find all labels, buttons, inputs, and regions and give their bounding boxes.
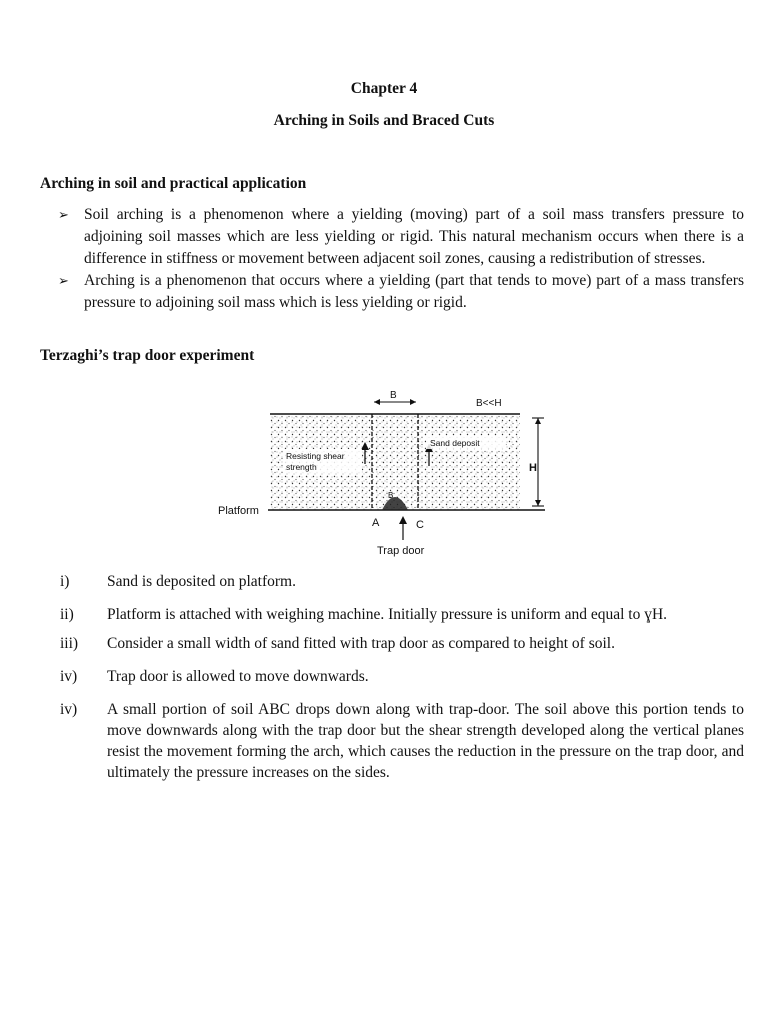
label-a: A — [372, 517, 380, 529]
label-b-point: B — [388, 491, 394, 500]
step-text: A small portion of soil ABC drops down along with trap-door. The soil above this portion tends to move downwards along with the trap door but the shear strength developed along the vertical planes resist the movement forming the arch, which causes the reduction in the pressure on the trap door, and ultimately the pressure increases on the sides. — [107, 701, 744, 781]
step-number: iv) — [60, 668, 78, 685]
h-arrow-bottom-icon — [535, 500, 541, 506]
section-heading-arching: Arching in soil and practical application — [40, 175, 307, 192]
step-text: Trap door is allowed to move downwards. — [107, 668, 369, 685]
step-item — [60, 604, 744, 625]
bullet-item — [58, 270, 744, 314]
step-number: iii) — [60, 635, 79, 652]
step-text: Platform is attached with weighing machine. Initially pressure is uniform and equal to ɣH. — [107, 606, 668, 623]
step-item — [60, 666, 744, 687]
chapter-number: Chapter 4 — [350, 80, 418, 97]
arrow-bullet-icon: ➢ — [58, 273, 69, 288]
section-heading-trap-door: Terzaghi’s trap door experiment — [40, 347, 255, 364]
label-trap-door: Trap door — [377, 545, 425, 557]
step-number: ii) — [60, 606, 74, 623]
arrow-bullet-icon: ➢ — [58, 207, 69, 222]
step-item — [60, 571, 744, 592]
arching-bullet-list — [58, 204, 744, 314]
dim-arrow-right-icon — [410, 399, 416, 405]
trap-door-diagram — [200, 384, 580, 560]
step-item — [60, 699, 744, 783]
trap-door-arrow-icon — [399, 516, 407, 524]
dim-arrow-left-icon — [374, 399, 380, 405]
label-b: B — [390, 390, 397, 401]
step-text: Consider a small width of sand fitted with trap door as compared to height of soil. — [107, 635, 615, 652]
experiment-steps-list — [60, 571, 744, 795]
step-number: iv) — [60, 701, 78, 718]
trap-door-figure — [200, 384, 580, 560]
label-strength: strength — [286, 462, 317, 472]
step-text: Sand is deposited on platform. — [107, 573, 296, 590]
label-b-ll-h: B<<H — [476, 398, 502, 409]
step-number: i) — [60, 573, 70, 590]
bullet-text: Arching is a phenomenon that occurs where a yielding (part that tends to move) part of a mass transfers pressure to adjoining soil mass which is less yielding or rigid. — [84, 272, 744, 311]
h-arrow-top-icon — [535, 418, 541, 424]
step-item — [60, 633, 744, 654]
bullet-item — [58, 204, 744, 270]
label-c: C — [416, 519, 424, 531]
chapter-title: Arching in Soils and Braced Cuts — [273, 112, 495, 129]
label-platform: Platform — [218, 505, 259, 517]
label-sand-deposit: Sand deposit — [430, 438, 480, 448]
label-resisting-shear: Resisting shear — [286, 451, 345, 461]
bullet-text: Soil arching is a phenomenon where a yielding (moving) part of a soil mass transfers pressure to adjoining soil masses which are less yielding or rigid. This natural mechanism occurs when there is a difference in stiffness or movement between adjacent soil zones, causing a redistribution of stresses. — [84, 206, 744, 267]
label-h: H — [529, 462, 537, 474]
